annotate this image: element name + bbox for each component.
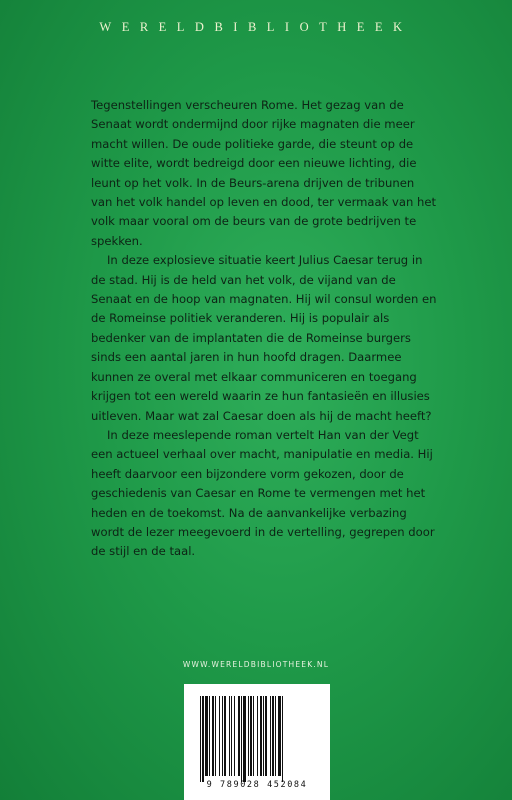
back-cover-blurb	[91, 96, 439, 562]
barcode-bar	[265, 696, 267, 776]
barcode-bar	[205, 696, 208, 776]
barcode-bar	[270, 696, 271, 776]
barcode-bar	[272, 696, 274, 776]
barcode-bar	[250, 696, 252, 776]
isbn-digits: 9 789028 452084	[206, 780, 308, 790]
barcode-bar	[253, 696, 254, 776]
barcode-bar	[278, 696, 281, 776]
barcode-bar	[209, 696, 210, 776]
barcode-bar	[260, 696, 262, 776]
barcode-bar	[215, 696, 216, 776]
blurb-paragraph-3: In deze meeslepende roman vertelt Han van der Vegt een actueel verhaal over macht, manipulatie en media. Hij heeft daarvoor een bijzondere vorm gekozen, door de geschiedenis van Caesar en Rome te vermengen met het heden en de toekomst. Na de aanvankelijke verbazing wordt de lezer meegevoerd in de vertelling, gegrepen door de stijl en de taal.	[91, 427, 435, 559]
barcode-bar	[257, 696, 258, 776]
barcode-bar	[222, 696, 223, 776]
barcode-bar	[212, 696, 214, 776]
barcode-bar	[200, 696, 201, 782]
barcode-bar	[231, 696, 232, 776]
barcode-bar	[234, 696, 235, 776]
barcode-bar	[241, 696, 242, 782]
blurb-paragraph-2: In deze explosieve situatie keert Julius Caesar terug in de stad. Hij is de held van het volk, de vijand van de Senaat en de hoop van magnaten. Hij wil consul worden en de Romeinse politiek veranderen. Hij is populair als bedenker van de implantaten die de Romeinse burgers sinds een aantal jaren in hun hoofd dragen. Daarmee kunnen ze overal met elkaar communiceren en toegang krijgen tot een wereld waarin ze hun fantasieën en illusies uitleven. Maar wat zal Caesar doen als hij de macht heeft?	[91, 253, 437, 423]
barcode-bar	[238, 696, 240, 776]
barcode-bar	[229, 696, 230, 776]
barcode-bar	[275, 696, 276, 776]
isbn-barcode	[184, 684, 330, 800]
blurb-paragraph-1: Tegenstellingen verscheuren Rome. Het gezag van de Senaat wordt ondermijnd door rijke magnaten die meer macht willen. De oude politieke garde, die steunt op de witte elite, wordt bedreigd door een nieuwe lichting, die leunt op het volk. In de Beurs-arena drijven de tribunen van het volk handel op leven en dood, ter vermaak van het volk maar vooral om de beurs van de grote bedrijven te spekken.	[91, 98, 437, 248]
barcode-bar	[202, 696, 204, 782]
barcode-bar	[248, 696, 249, 776]
publisher-website: WWW.WERELDBIBLIOTHEEK.NL	[182, 660, 330, 669]
barcode-bar	[263, 696, 264, 776]
publisher-name: WERELDBIBLIOTHEEK	[99, 20, 413, 34]
barcode-icon	[198, 696, 316, 782]
barcode-bar	[282, 696, 283, 782]
barcode-bar	[219, 696, 220, 776]
barcode-bar	[243, 696, 246, 782]
barcode-bar	[224, 696, 226, 776]
